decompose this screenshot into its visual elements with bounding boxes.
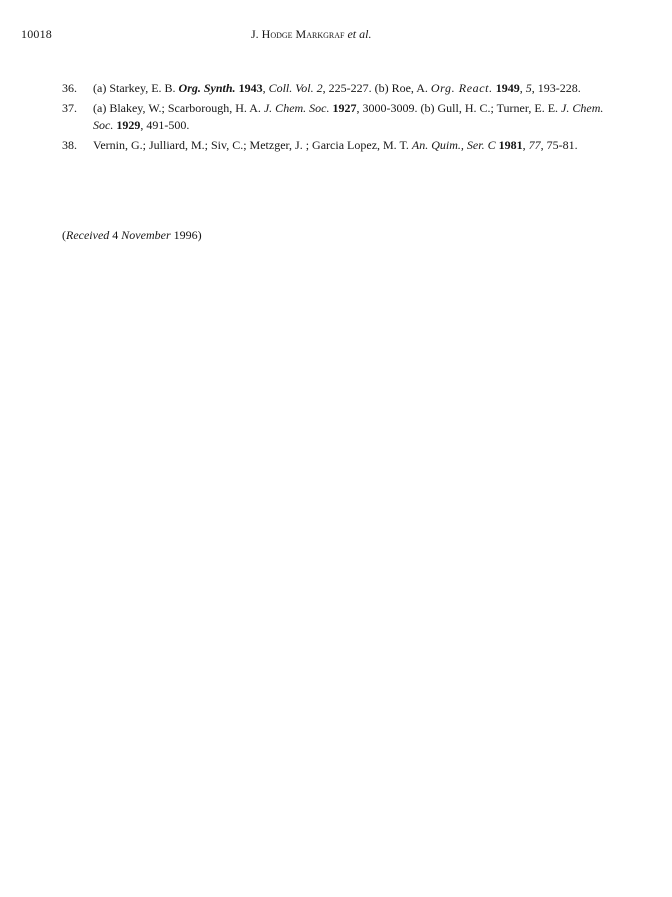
reference-fragment: J. Chem. Soc. [263, 101, 330, 115]
reference-fragment: 77 [528, 138, 541, 152]
reference-fragment: 1949 [495, 81, 520, 95]
reference-fragment: (a) Starkey, E. B. [93, 81, 179, 95]
reference-fragment: J. Chem. Soc. [93, 101, 604, 132]
reference-number: 38. [62, 138, 77, 152]
reference-fragment: , [519, 81, 526, 95]
reference-fragment: Vernin, G.; Julliard, M.; Siv, C.; Metzger, J. ; Garcia Lopez, M. T. [93, 138, 412, 152]
reference-fragment: Org. React. [430, 81, 493, 95]
reference-text [93, 81, 581, 95]
reference-text [93, 138, 578, 152]
page-number: 10018 [21, 27, 52, 41]
reference-fragment: , [522, 138, 529, 152]
author-initial: J. [251, 27, 262, 41]
reference-fragment: , 491-500. [140, 118, 190, 132]
reference-fragment: , 193-228. [531, 81, 581, 95]
reference-item [62, 80, 607, 97]
reference-item [62, 100, 607, 134]
reference-fragment: Org. Synth. [178, 81, 236, 95]
received-year: 1996) [170, 228, 202, 242]
reference-number: 36. [62, 81, 77, 95]
reference-fragment: Coll. Vol. 2 [268, 81, 323, 95]
reference-fragment: , 225-227. (b) Roe, A. [322, 81, 431, 95]
reference-fragment: 1929 [116, 118, 141, 132]
reference-fragment: , [262, 81, 269, 95]
received-date [62, 228, 202, 243]
reference-fragment: An. Quim., Ser. C [411, 138, 496, 152]
reference-fragment: , 3000-3009. (b) Gull, H. C.; Turner, E. E. [356, 101, 562, 115]
running-head [251, 27, 371, 42]
reference-fragment: (a) Blakey, W.; Scarborough, H. A. [93, 101, 264, 115]
received-open-paren: ( [62, 228, 66, 242]
reference-list [62, 80, 607, 157]
reference-fragment: , 75-81. [540, 138, 578, 152]
reference-item [62, 137, 607, 154]
received-month: November [121, 228, 171, 242]
reference-fragment: 1981 [498, 138, 523, 152]
reference-fragment: 1943 [238, 81, 263, 95]
reference-text [93, 101, 603, 132]
reference-number: 37. [62, 101, 77, 115]
author-name: Hodge Markgraf [261, 27, 345, 41]
received-day: 4 [109, 228, 122, 242]
reference-fragment: 5 [525, 81, 532, 95]
reference-fragment: 1927 [332, 101, 357, 115]
et-al: et al. [344, 27, 372, 41]
received-label: Received [66, 228, 110, 242]
